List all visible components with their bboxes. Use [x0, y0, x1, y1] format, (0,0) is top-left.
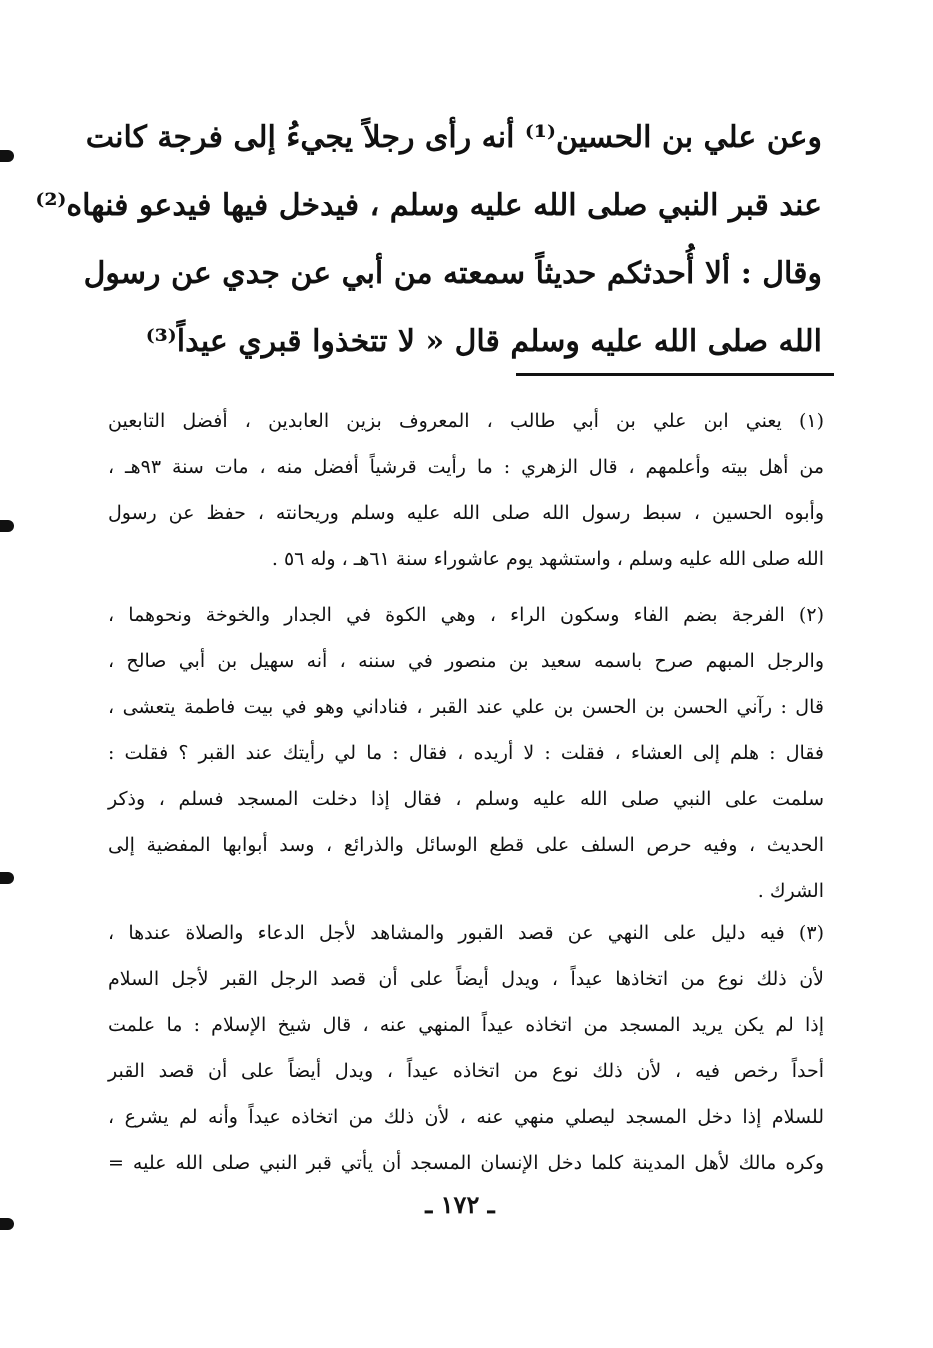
- footnote-line: (١) يعني ابن علي بن أبي طالب ، المعروف بزين العابدين ، أفضل التابعين: [108, 410, 824, 432]
- footnote-line: الشرك .: [757, 880, 824, 902]
- main-text-line: عند قبر النبي صلى الله عليه وسلم ، فيدخل فيها فيدعو فنهاه⁽²⁾: [35, 188, 822, 223]
- footnote-line: والرجل المبهم صرح باسمه سعيد بن منصور في سننه ، أنه سهيل بن أبي صالح ،: [108, 650, 824, 672]
- main-text-line: وقال : ألا أُحدثكم حديثاً سمعته من أبي عن جدي عن رسول: [83, 256, 822, 291]
- scan-edge-mark: [0, 872, 14, 884]
- footnote-line: وكره مالك لأهل المدينة كلما دخل الإنسان المسجد أن يأتي قبر النبي صلى الله عليه =: [108, 1152, 824, 1174]
- footnote-line: الله صلى الله عليه وسلم ، واستشهد يوم عاشوراء سنة ٦١هـ ، وله ٥٦ .: [271, 548, 824, 570]
- footnote-3: [108, 910, 824, 1186]
- page-number: ـ ١٧٢ ـ: [425, 1190, 495, 1219]
- footnote-line: سلمت على النبي صلى الله عليه وسلم ، فقال إذا دخلت المسجد فسلم ، وذكر: [108, 788, 824, 810]
- main-text-line: وعن علي بن الحسين⁽¹⁾ أنه رأى رجلاً يجيءُ إلى فرجة كانت: [85, 120, 822, 155]
- footnote-1: [108, 398, 824, 582]
- footnote-line: إذا لم يكن يريد المسجد من اتخاذه عيداً المنهي عنه ، قال شيخ الإسلام : ما علمت: [108, 1014, 824, 1036]
- main-text: [35, 104, 822, 376]
- footnote-line: قال : رآني الحسن بن الحسن بن علي عند القبر ، فناداني وهو في بيت فاطمة يتعشى ،: [108, 696, 824, 718]
- footnote-2: [108, 592, 824, 914]
- scan-edge-mark: [0, 520, 14, 532]
- scan-edge-mark: [0, 150, 14, 162]
- footnote-line: (٢) الفرجة بضم الفاء وسكون الراء ، وهي الكوة في الجدار والخوخة ونحوهما ،: [108, 604, 824, 626]
- footnote-line: (٣) فيه دليل على النهي عن قصد القبور والمشاهد لأجل الدعاء والصلاة عندها ،: [108, 922, 824, 944]
- footnote-line: وأبوه الحسين ، سبط رسول الله صلى الله عليه وسلم وريحانته ، حفظ عن رسول: [108, 502, 824, 524]
- main-text-line: الله صلى الله عليه وسلم قال « لا تتخذوا قبري عيداً⁽³⁾: [145, 324, 822, 359]
- footnote-line: للسلام إذا دخل المسجد ليصلي منهي عنه ، لأن ذلك من اتخاذه عيداً وأنه لم يشرع ،: [108, 1106, 824, 1128]
- footnote-line: من أهل بيته وأعلمهم ، قال الزهري : ما رأيت قرشياً أفضل منه ، مات سنة ٩٣هـ ،: [108, 456, 825, 478]
- footnote-line: الحديث ، وفيه حرص السلف على قطع الوسائل والذرائع ، وسد أبوابها المفضية إلى: [108, 834, 824, 856]
- footnote-separator: [516, 373, 834, 376]
- footnote-line: فقال : هلم إلى العشاء ، فقلت : لا أريده ، فقال : ما لي رأيتك عند القبر ؟ فقلت :: [108, 742, 824, 764]
- scan-edge-mark: [0, 1218, 14, 1230]
- footnote-line: لأن ذلك نوع من اتخاذها عيداً ، ويدل أيضاً على أن قصد الرجل القبر لأجل السلام: [108, 968, 824, 990]
- footnote-line: أحداً رخص فيه ، لأن ذلك نوع من اتخاذه عيداً ، ويدل أيضاً على أن قصد القبر: [108, 1060, 824, 1082]
